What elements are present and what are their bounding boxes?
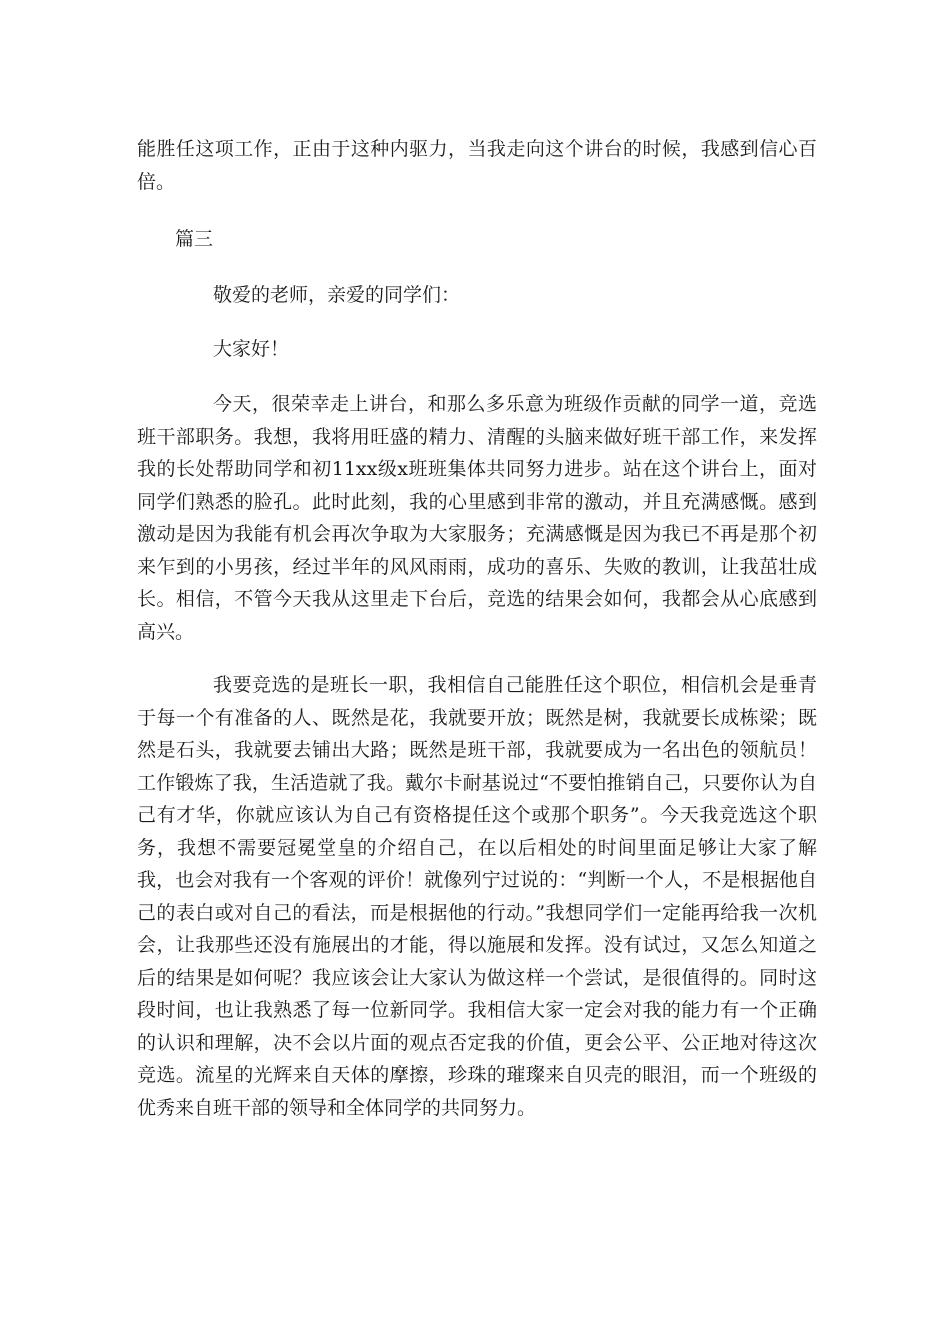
body-paragraph: 今天，很荣幸走上讲台，和那么多乐意为班级作贡献的同学一道，竞选班干部职务。我想，我将用旺盛的精力、清醒的头脑来做好班干部工作，来发挥我的长处帮助同学和初11xx级x班班集体共同努力进步。站在这个讲台上，面对同学们熟悉的脸孔。此时此刻，我的心里感到非常的激动，并且充满感慨。感到激动是因为我能有机会再次争取为大家服务；充满感慨是因为我已不再是那个初来乍到的小男孩，经过半年的风风雨雨，成功的喜乐、失败的教训，让我茁壮成长。相信，不管今天我从这里走下台后，竞选的结果会如何，我都会从心底感到高兴。	[137, 393, 817, 643]
section-heading: 篇三	[175, 228, 214, 250]
continued-paragraph: 能胜任这项工作，正由于这种内驱力，当我走向这个讲台的时候，我感到信心百倍。	[137, 138, 817, 193]
body-paragraph: 我要竞选的是班长一职，我相信自己能胜任这个职位，相信机会是垂青于每一个有准备的人、既然是花，我就要开放；既然是树，我就要长成栋梁；既然是石头，我就要去铺出大路；既然是班干部，我就要成为一名出色的领航员！工作锻炼了我，生活造就了我。戴尔卡耐基说过“不要怕推销自己，只要你认为自己有才华，你就应该认为自己有资格提任这个或那个职务”。今天我竞选这个职务，我想不需要冠冕堂皇的介绍自己，在以后相处的时间里面足够让大家了解我，也会对我有一个客观的评价！就像列宁过说的：“判断一个人，不是根据他自己的表白或对自己的看法，而是根据他的行动。”我想同学们一定能再给我一次机会，让我那些还没有施展出的才能，得以施展和发挥。没有试过，又怎么知道之后的结果是如何呢？我应该会让大家认为做这样一个尝试，是很值得的。同时这段时间，也让我熟悉了每一位新同学。我相信大家一定会对我的能力有一个正确的认识和理解，决不会以片面的观点否定我的价值，更会公平、公正地对待这次竞选。流星的光辉来自天体的摩擦，珍珠的璀璨来自贝壳的眼泪，而一个班级的优秀来自班干部的领导和全体同学的共同努力。	[137, 674, 817, 1119]
greeting: 大家好！	[213, 338, 290, 360]
salutation: 敬爱的老师，亲爱的同学们：	[213, 284, 461, 306]
